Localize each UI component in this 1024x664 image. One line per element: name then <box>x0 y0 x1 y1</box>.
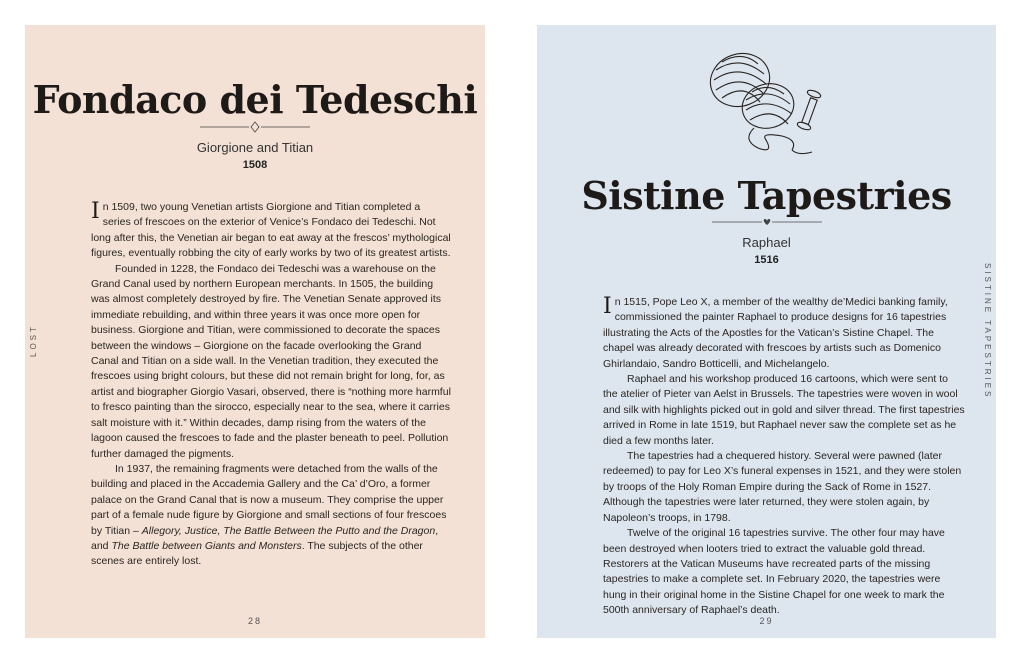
left-page <box>25 25 485 638</box>
yarn-and-spool-icon <box>702 40 832 158</box>
paragraph: In 1515, Pope Leo X, a member of the wealthy de’Medici banking family, commissioned the painter Raphael to produce designs for 16 tapestries illustrating the Acts of the Apostles for the Vatican’s Sistine Chapel. The chapel was already decorated with frescoes by artists such as Domenico Ghirlandaio, Sandro Botticelli, and Michelangelo. <box>603 294 948 370</box>
paragraph: Twelve of the original 16 tapestries survive. The other four may have been destroyed when looters tried to extract the valuable gold thread. Restorers at the Vatican Museums have recreated parts of the missing tapestries to make a complete set. In February 2020, the tapestries were hung in their original home in the Sistine Chapel for one week to mark the 500th anniversary of Raphael’s death. <box>603 527 945 617</box>
artist-name: Raphael <box>742 235 791 250</box>
page-number: 29 <box>759 616 774 626</box>
drop-cap: I <box>91 199 100 224</box>
artist-name: Giorgione and Titian <box>196 140 314 155</box>
paragraph: In 1937, the remaining fragments were detached from the walls of the building and placed in the Accademia Gallery and the Ca’ d’Oro, a former palace on the Grand Canal that is now a museum. They comprise the upper part of a female nude figure by Giorgione and small sections of four frescoes by Titian – Allegory, Justice, The Battle Between the Putto and the Dragon, and The Battle between Giants and Monsters. The subjects of the other scenes are entirely lost. <box>91 462 447 568</box>
ornament-divider-icon <box>200 121 310 133</box>
body-text <box>91 200 451 570</box>
page-title: Fondaco dei Tedeschi <box>32 77 478 122</box>
year: 1508 <box>242 159 268 171</box>
page-title: Sistine Tapestries <box>581 173 952 218</box>
paragraph: In 1509, two young Venetian artists Giorgione and Titian completed a series of frescoes on the exterior of Venice’s Fondaco dei Tedeschi. Not long after this, the Venetian air began to eat away at the frescos’ mythological figures, eventually robbing the city of early works by two of its greatest artists. <box>91 199 451 260</box>
paragraph: The tapestries had a chequered history. Several were pawned (later redeemed) to pay for Leo X’s funeral expenses in 1521, and they were stolen by troops of the Holy Roman Empire during the Sack of Rome in 1527. Although the tapestries were later returned, they were stolen again, by Napoleon’s troops, in 1798. <box>603 450 962 524</box>
paragraph: Founded in 1228, the Fondaco dei Tedeschi was a warehouse on the Grand Canal used by northern European merchants. In 1505, the building was almost completely destroyed by fire. The Venetian Senate approved its immediate rebuilding, and within three years it was once more open for business. Giorgione and Titian, were commissioned to decorate the spaces between the windows – Giorgione on the facade overlooking the Grand Canal and Titian on a side wall. In the Venetian tradition, they executed the frescoes using bright colours, but these did not remain bright for long, for, as artist and biographer Giorgio Vasari, observed, there is “nothing more harmful to fresco painting than the sirocco, especially near to the sea, where it carries salt moisture with it.” Within decades, damp rising from the waters of the lagoon caused the frescoes to fade and the plaster beneath to peel. Pollution further damaged the pigments. <box>91 262 451 460</box>
drop-cap: I <box>603 294 612 319</box>
right-page <box>537 25 996 638</box>
page-number: 28 <box>247 616 262 626</box>
year: 1516 <box>754 254 779 266</box>
body-text <box>603 295 965 619</box>
paragraph: Raphael and his workshop produced 16 cartoons, which were sent to the atelier of Pieter van Aelst in Brussels. The tapestries were woven in wool and silk with highlights picked out in gold and silver thread. The first tapestries arrived in Rome in late 1519, but Raphael never saw the complete set as he died a few months later. <box>603 373 965 447</box>
ornament-divider-icon <box>712 216 822 228</box>
running-head: SISTINE TAPESTRIES <box>983 263 992 400</box>
running-head: LOST <box>29 324 38 357</box>
